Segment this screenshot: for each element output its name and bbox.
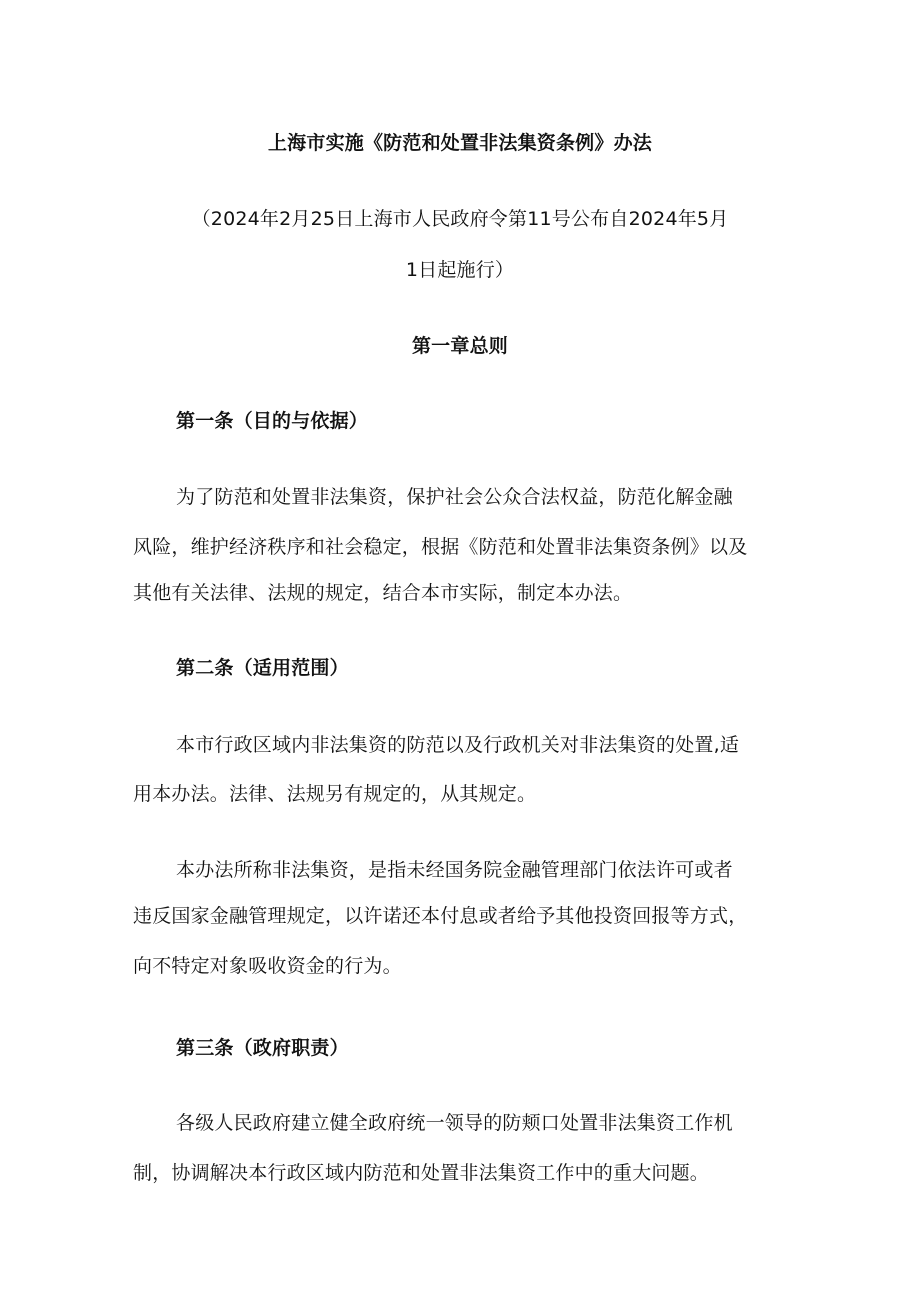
article-3-paragraph-line: 各级人民政府建立健全政府统一领导的防颊口处置非法集资工作机 bbox=[176, 1112, 733, 1134]
article-2-definition-line: 违反国家金融管理规定，以许诺还本付息或者给予其他投资回报等方式， bbox=[133, 905, 748, 927]
article-1-paragraph-line: 其他有关法律、法规的规定，结合本市实际，制定本办法。 bbox=[133, 582, 633, 604]
document-subtitle-line-1: （2024年2月25日上海市人民政府令第11号公布自2024年5月 bbox=[191, 208, 729, 230]
article-3-paragraph-line: 制，协调解决本行政区域内防范和处置非法集资工作中的重大问题。 bbox=[133, 1162, 710, 1184]
article-2-paragraph-line: 用本办法。法律、法规另有规定的，从其规定。 bbox=[133, 783, 537, 805]
article-1-paragraph-line: 风险，维护经济秩序和社会稳定，根据《防范和处置非法集资条例》以及 bbox=[133, 536, 748, 558]
document-subtitle-line-2: 1日起施行） bbox=[405, 259, 515, 281]
article-2-definition-line: 向不特定对象吸收资金的行为。 bbox=[133, 955, 402, 977]
chapter-heading: 第一章总则 bbox=[411, 335, 508, 357]
article-1-paragraph-line: 为了防范和处置非法集资，保护社会公众合法权益，防范化解金融 bbox=[176, 486, 733, 508]
article-1-heading: 第一条（目的与依据） bbox=[176, 410, 369, 432]
document-title: 上海市实施《防范和处置非法集资条例》办法 bbox=[267, 132, 652, 154]
article-3-heading: 第三条（政府职责） bbox=[176, 1037, 349, 1059]
article-2-heading: 第二条（适用范围） bbox=[176, 657, 349, 679]
article-2-paragraph-line: 本市行政区域内非法集资的防范以及行政机关对非法集资的处置,适 bbox=[176, 734, 740, 756]
article-2-definition-line: 本办法所称非法集资，是指未经国务院金融管理部门依法许可或者 bbox=[176, 859, 733, 881]
